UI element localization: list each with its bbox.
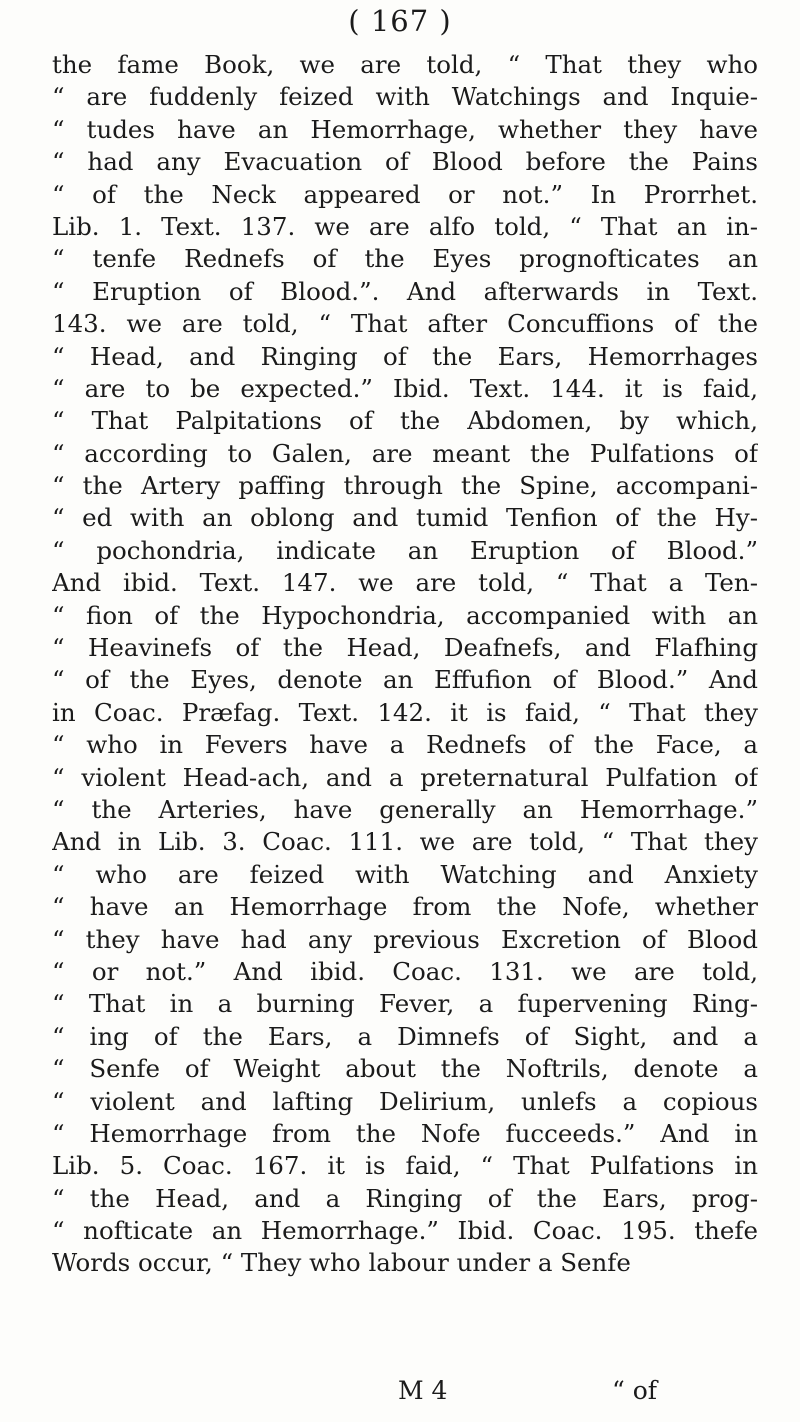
page-footer [0, 1374, 800, 1408]
text-line: the fame Book, we are told, “ That they who [52, 50, 758, 79]
page-number: ( 167 ) [348, 4, 452, 38]
body-text [52, 49, 758, 1280]
text-line: “ pochondria, indicate an Eruption of Blood.” [52, 535, 758, 565]
text-line: “ That Palpitations of the Abdomen, by which, [52, 406, 758, 436]
text-line: Lib. 5. Coac. 167. it is faid, “ That Pulfations in [52, 1151, 758, 1181]
text-line: “ who in Fevers have a Rednefs of the Face, a [52, 730, 758, 760]
text-line: “ the Artery paffing through the Spine, accompani- [52, 471, 758, 501]
text-line: “ or not.” And ibid. Coac. 131. we are told, [52, 956, 758, 986]
text-line: “ fion of the Hypochondria, accompanied with an [52, 600, 758, 630]
text-line: “ Eruption of Blood.”. And afterwards in Text. [52, 276, 758, 306]
text-line: “ the Arteries, have generally an Hemorrhage.” [52, 794, 758, 824]
text-line: “ tudes have an Hemorrhage, whether they have [52, 114, 758, 144]
text-line: And ibid. Text. 147. we are told, “ That a Ten- [52, 568, 758, 598]
text-line: “ have an Hemorrhage from the Nofe, whether [52, 892, 758, 922]
text-line: “ Heavinefs of the Head, Deafnefs, and Flafhing [52, 633, 758, 663]
text-line: “ they have had any previous Excretion of Blood [52, 924, 758, 954]
text-line: “ are fuddenly feized with Watchings and Inquie- [52, 82, 758, 112]
text-line: “ ing of the Ears, a Dimnefs of Sight, and a [52, 1021, 758, 1051]
catchword: “ of [612, 1376, 658, 1405]
signature-mark: M 4 [398, 1376, 448, 1405]
text-line: “ That in a burning Fever, a fupervening Ring- [52, 989, 758, 1019]
text-line: “ violent Head-ach, and a preternatural Pulfation of [52, 762, 758, 792]
text-line: “ of the Neck appeared or not.” In Prorrhet. [52, 179, 758, 209]
text-line: Words occur, “ They who labour under a Senfe [52, 1248, 631, 1278]
text-line: “ Head, and Ringing of the Ears, Hemorrhages [52, 341, 758, 371]
text-line: “ Senfe of Weight about the Noftrils, denote a [52, 1054, 758, 1084]
text-line: in Coac. Præfag. Text. 142. it is faid, “ That they [52, 697, 758, 727]
text-line: “ tenfe Rednefs of the Eyes prognofticates an [52, 244, 758, 274]
text-line: “ Hemorrhage from the Nofe fucceeds.” And in [52, 1118, 758, 1148]
text-line: “ violent and lafting Delirium, unlefs a copious [52, 1086, 758, 1116]
text-line: “ ed with an oblong and tumid Tenfion of the Hy- [52, 503, 758, 533]
text-line: 143. we are told, “ That after Concuffions of the [52, 309, 758, 339]
text-line: “ the Head, and a Ringing of the Ears, prog- [52, 1183, 758, 1213]
text-line: “ of the Eyes, denote an Effufion of Blood.” And [52, 665, 758, 695]
text-line: And in Lib. 3. Coac. 111. we are told, “ That they [52, 827, 758, 857]
text-line: “ are to be expected.” Ibid. Text. 144. it is faid, [52, 373, 758, 403]
text-line: “ according to Galen, are meant the Pulfations of [52, 438, 758, 468]
text-line: “ who are feized with Watching and Anxiety [52, 859, 758, 889]
text-line: Lib. 1. Text. 137. we are alfo told, “ That an in- [52, 211, 758, 241]
text-line: “ had any Evacuation of Blood before the Pains [52, 147, 758, 177]
text-line: “ nofticate an Hemorrhage.” Ibid. Coac. 195. thefe [52, 1216, 758, 1246]
